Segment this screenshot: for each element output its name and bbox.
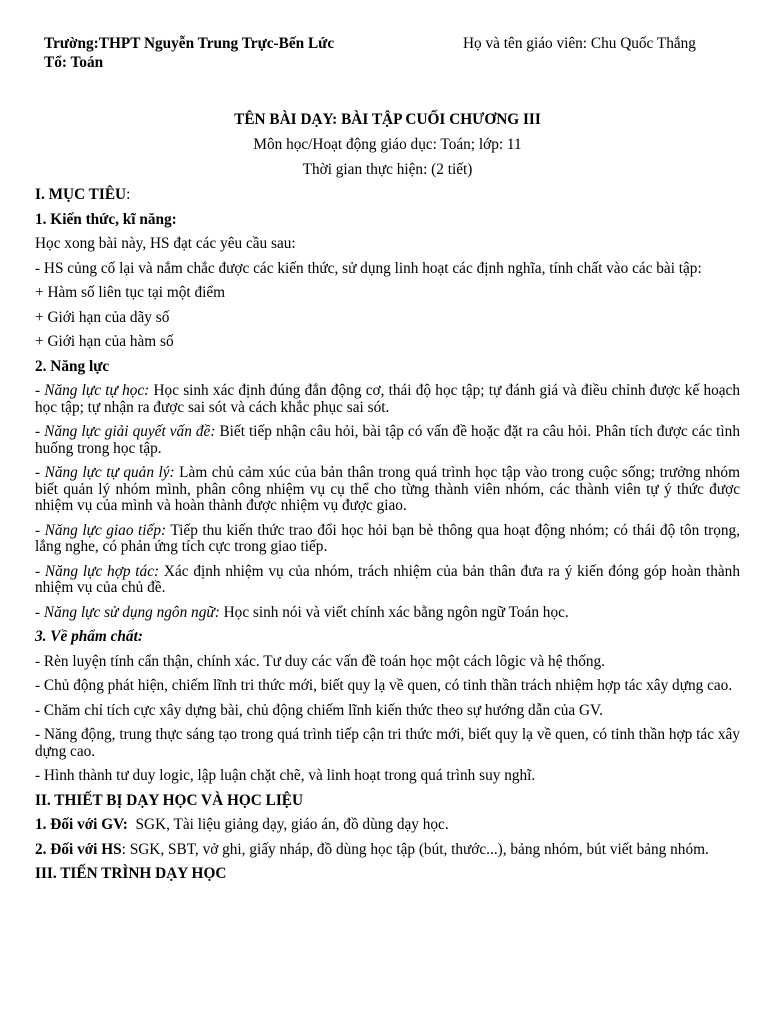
- student-materials: 2. Đối với HS: SGK, SBT, vở ghi, giấy nháp, đồ dùng học tập (bút, thước...), bảng nhóm, bút viết bảng nhóm.: [35, 840, 709, 858]
- section1-heading: I. MỤC TIÊU:: [35, 186, 131, 203]
- quality-item: - Hình thành tư duy logic, lập luận chặt chẽ, và linh hoạt trong quá trình suy nghĩ.: [35, 767, 536, 784]
- competence-item: - Năng lực tự quản lý: Làm chủ cảm xúc của bản thân trong quá trình học tập vào trong cuộc sống; trưởng nhóm biết quản lý nhóm mình, phân công nhiệm vụ cụ thể cho từng thành viên nhóm, các thành viên tự ý thức được nhiệm vụ của mình và hoàn thành được nhiệm vụ được giao.: [35, 464, 740, 514]
- quality-item: - Năng động, trung thực sáng tạo trong quá trình tiếp cận tri thức mới, biết quy lạ về quen, có tinh thần hợp tác xây dựng cao.: [35, 726, 740, 760]
- competence-item: - Năng lực hợp tác: Xác định nhiệm vụ của nhóm, trách nhiệm của bản thân đưa ra ý kiến đóng góp hoàn thành nhiệm vụ của chủ đề.: [35, 562, 740, 596]
- knowledge-item: + Hàm số liên tục tại một điểm: [35, 284, 226, 301]
- competence-heading: 2. Năng lực: [35, 357, 110, 375]
- lesson-title: TÊN BÀI DẠY: BÀI TẬP CUỐI CHƯƠNG III: [234, 111, 541, 128]
- quality-item: - Chủ động phát hiện, chiếm lĩnh tri thức mới, biết quy lạ về quen, có tinh thần trách nhiệm hợp tác xây dựng cao.: [35, 677, 733, 694]
- knowledge-intro: Học xong bài này, HS đạt các yêu cầu sau:: [35, 235, 296, 252]
- document-page: [35, 32, 740, 883]
- quality-item: - Chăm chỉ tích cực xây dựng bài, chủ động chiếm lĩnh kiến thức theo sự hướng dẫn của GV.: [35, 701, 603, 719]
- document-header: [35, 32, 740, 72]
- teacher-name: Họ và tên giáo viên: Chu Quốc Thắng: [463, 35, 696, 52]
- competence-item: - Năng lực giao tiếp: Tiếp thu kiến thức trao đổi học hỏi bạn bè thông qua hoạt động nhóm; có thái độ tôn trọng, lắng nghe, có phản ứng tích cực trong giao tiếp.: [35, 521, 740, 555]
- section2-heading: II. THIẾT BỊ DẠY HỌC VÀ HỌC LIỆU: [35, 791, 304, 809]
- quality-item: - Rèn luyện tính cẩn thận, chính xác. Tư duy các vấn đề toán học một cách lôgic và hệ thống.: [35, 652, 605, 670]
- time-line: Thời gian thực hiện: (2 tiết): [302, 161, 473, 178]
- knowledge-item: + Giới hạn của hàm số: [35, 333, 174, 350]
- subject-line: Môn học/Hoạt động giáo dục: Toán; lớp: 11: [253, 136, 522, 153]
- header-left: [44, 34, 334, 72]
- knowledge-summary: - HS củng cố lại và nắm chắc được các kiến thức, sử dụng linh hoạt các định nghĩa, tính chất vào các bài tập:: [35, 259, 702, 277]
- quality-heading: 3. Về phẩm chất:: [35, 628, 143, 645]
- knowledge-item: + Giới hạn của dãy số: [35, 308, 170, 326]
- group-name: Tổ: Toán: [44, 54, 104, 71]
- school-name: Trường:THPT Nguyễn Trung Trực-Bến Lức: [44, 35, 335, 52]
- knowledge-heading: 1. Kiến thức, kĩ năng:: [35, 210, 177, 228]
- competence-item: - Năng lực tự học: Học sinh xác định đúng đắn động cơ, thái độ học tập; tự đánh giá và điều chỉnh được kế hoạch học tập; tự nhận ra được sai sót và cách khắc phục sai sót.: [35, 382, 740, 416]
- teacher-materials: 1. Đối với GV: SGK, Tài liệu giảng dạy, giáo án, đồ dùng dạy học.: [35, 816, 449, 833]
- competence-item: - Năng lực giải quyết vấn đề: Biết tiếp nhận câu hỏi, bài tập có vấn đề hoặc đặt ra câu hỏi. Phân tích được các tình huống trong học tập.: [35, 423, 740, 457]
- competence-item: - Năng lực sử dụng ngôn ngữ: Học sinh nói và viết chính xác bằng ngôn ngữ Toán học.: [35, 603, 569, 621]
- section3-heading: III. TIẾN TRÌNH DẠY HỌC: [35, 865, 227, 882]
